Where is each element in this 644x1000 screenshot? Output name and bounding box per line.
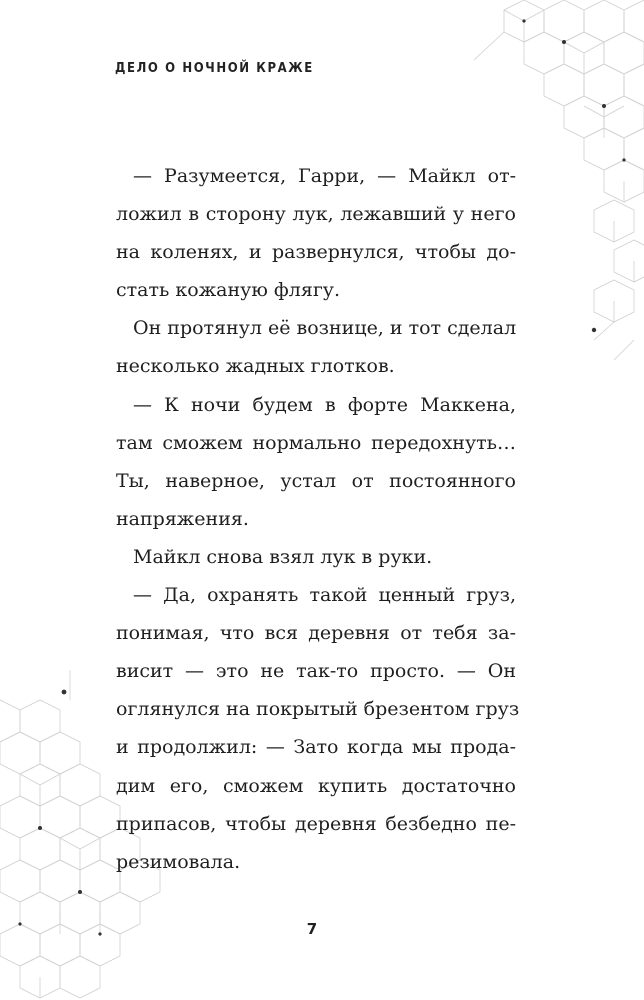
text-line: Он протянул её вознице, и тот сделал [133,317,517,340]
running-head: ДЕЛО О НОЧНОЙ КРАЖЕ [115,61,314,76]
text-line: дим его, сможем купить достаточно [116,774,516,797]
text-line: и продолжил: — Зато когда мы прода- [116,736,516,759]
text-line: понимая, что вся деревня от тебя за- [116,622,516,645]
text-line: оглянулся на покрытый брезентом груз [116,698,520,721]
text-line: висит — это не так-то просто. — Он [116,660,516,683]
text-line: несколько жадных глотков. [116,355,395,378]
text-line: — Разумеется, Гарри, — Майкл от- [133,165,516,187]
text-line: ложил в сторону лук, лежавший у него [116,203,516,226]
text-line: резимовала. [116,850,241,873]
text-line: на коленях, и развернулся, чтобы до- [116,241,516,264]
page-number: 7 [306,920,318,938]
text-line: там сможем нормально передохнуть… [116,431,516,454]
text-line: — Да, охранять такой ценный груз, [133,584,516,607]
text-line: припасов, чтобы деревня безбедно пе- [116,812,516,835]
text-line: Майкл снова взял лук в руки. [133,545,433,568]
text-line: напряжения. [116,507,249,530]
text-line: стать кожаную флягу. [116,279,341,302]
text-line: — К ночи будем в форте Маккена, [133,393,516,416]
text-line: Ты, наверное, устал от постоянного [116,469,516,492]
body-text [116,157,520,881]
